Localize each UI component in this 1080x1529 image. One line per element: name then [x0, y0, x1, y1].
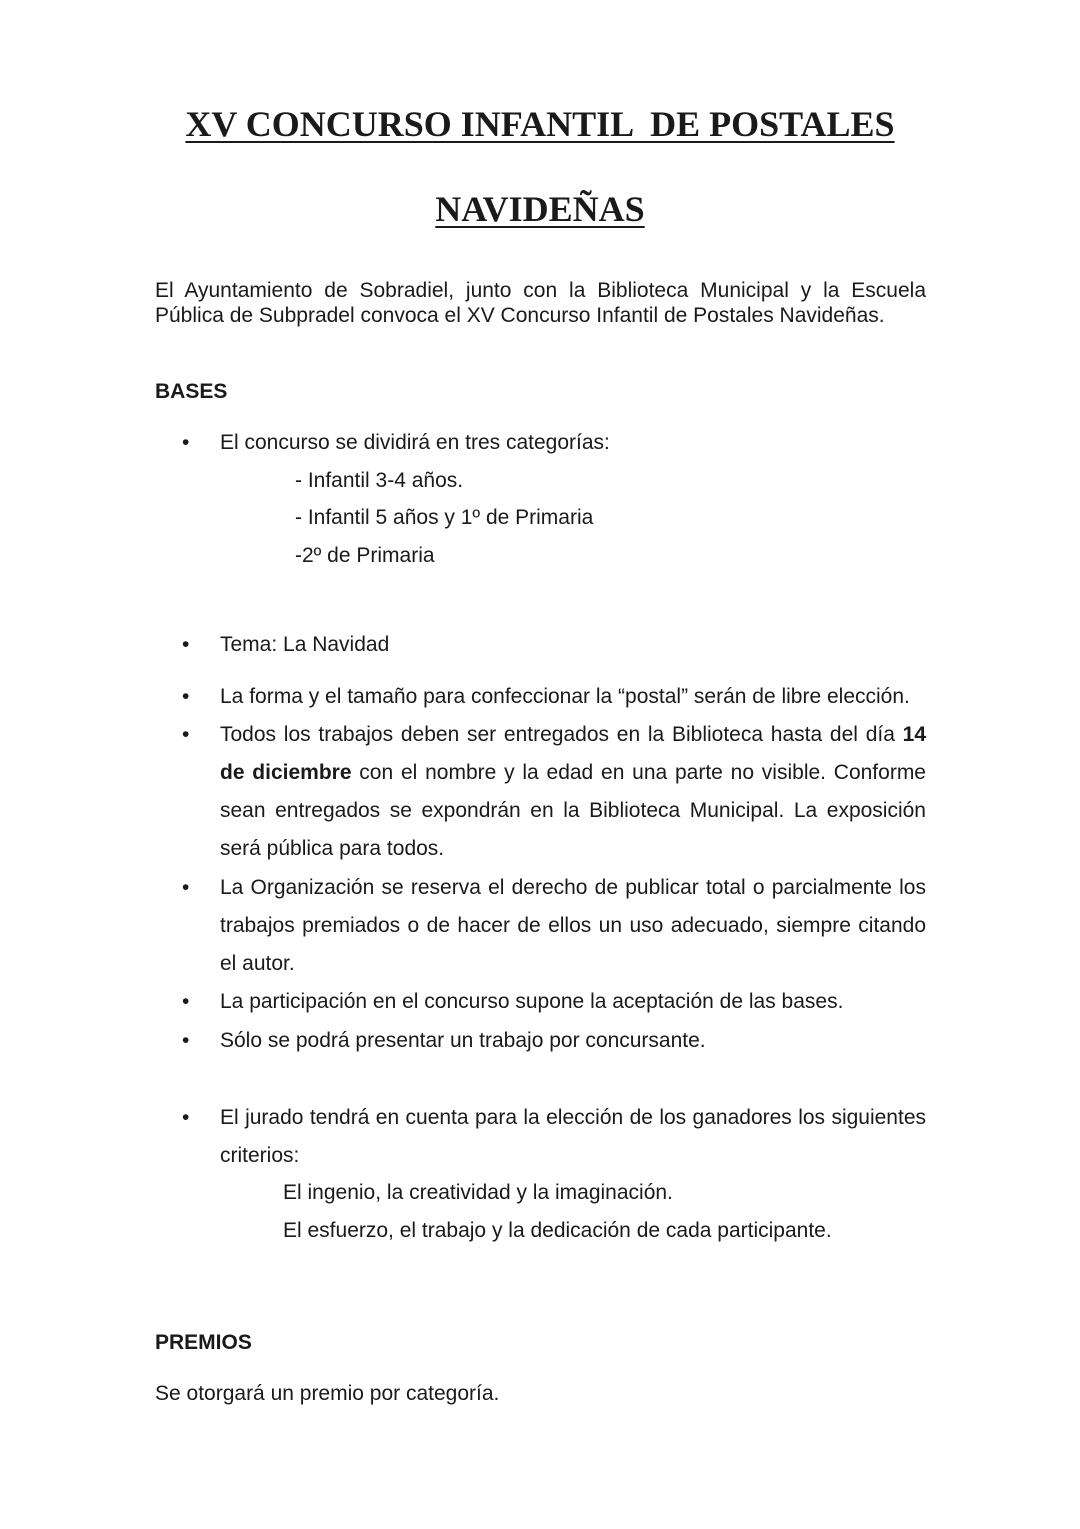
category-item: -2º de Primaria: [295, 544, 435, 567]
bullet-jurado: • El jurado tendrá en cuenta para la elección de los ganadores los siguientes criterios:: [220, 1099, 926, 1175]
bullet-forma: • La forma y el tamaño para confeccionar la “postal” serán de libre elección.: [220, 678, 926, 716]
bullet-participacion: • La participación en el concurso supone la aceptación de las bases.: [220, 983, 926, 1021]
premios-heading: PREMIOS: [155, 1331, 252, 1354]
criterio-item: El ingenio, la creatividad y la imaginación.: [283, 1181, 673, 1204]
page-title-line-1: XV CONCURSO INFANTIL DE POSTALES: [185, 104, 895, 144]
bullet-tema: • Tema: La Navidad: [220, 626, 926, 664]
bullet-organizacion: • La Organización se reserva el derecho de publicar total o parcialmente los trabajos premiados o de hacer de ellos un uso adecuado, siempre citando el autor.: [220, 869, 926, 983]
criterio-item: El esfuerzo, el trabajo y la dedicación de cada participante.: [283, 1219, 832, 1242]
entrega-deadline: 14 de diciembre: [220, 723, 926, 784]
category-item: - Infantil 5 años y 1º de Primaria: [295, 506, 594, 529]
premios-text: Se otorgará un premio por categoría.: [155, 1382, 500, 1405]
bullet-entrega: [220, 716, 926, 868]
intro-paragraph: El Ayuntamiento de Sobradiel, junto con la Biblioteca Municipal y la Escuela Pública de Subpradel convoca el XV Concurso Infantil de Postales Navideñas.: [155, 279, 926, 327]
entrega-text-after: con el nombre y la edad en una parte no visible. Conforme sean entregados se expondrán en la Biblioteca Municipal. La exposición será pública para todos.: [220, 761, 926, 860]
bases-heading: BASES: [155, 380, 228, 403]
category-item: - Infantil 3-4 años.: [295, 469, 464, 492]
bullet-un-trabajo: • Sólo se podrá presentar un trabajo por concursante.: [220, 1022, 926, 1060]
bullet-categories: • El concurso se dividirá en tres categorías:: [220, 424, 926, 462]
page-title-line-2: NAVIDEÑAS: [435, 189, 645, 229]
entrega-text-before: Todos los trabajos deben ser entregados en la Biblioteca hasta del día: [220, 723, 903, 746]
